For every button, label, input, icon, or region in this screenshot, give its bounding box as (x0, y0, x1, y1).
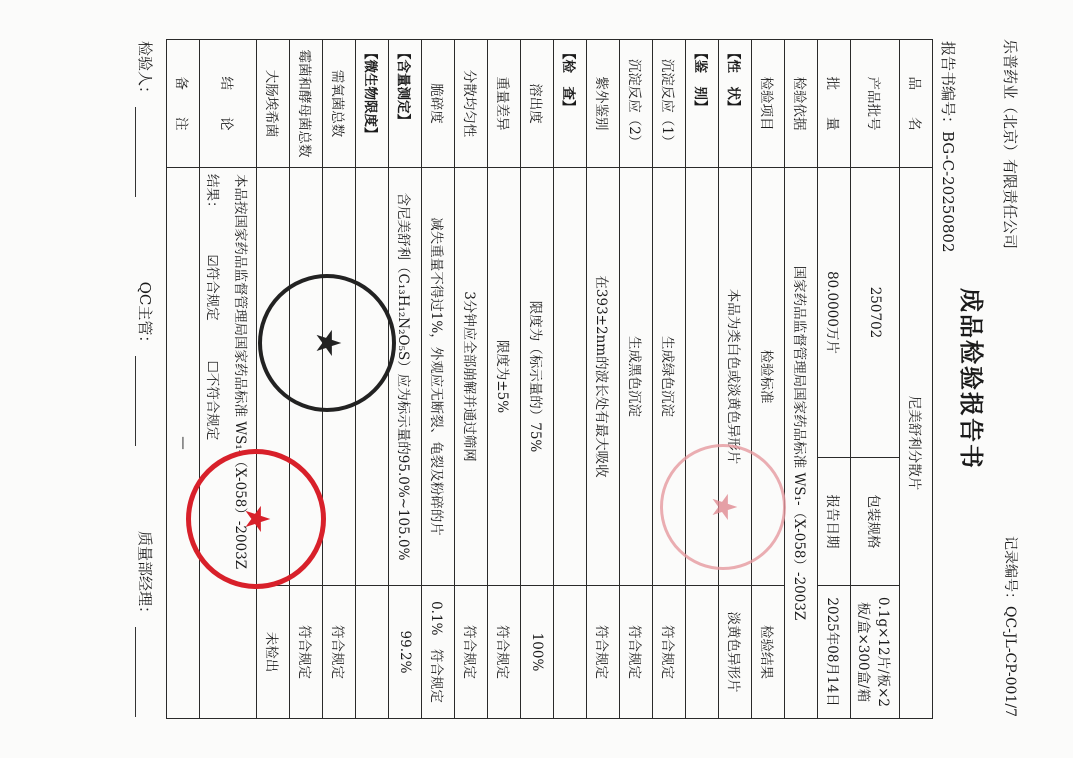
row-item: 【性 状】 (719, 40, 752, 168)
row-item: 【含量测定】 (389, 40, 422, 168)
table-row (686, 40, 719, 719)
row-standard: 限度为（标示量的）75% (521, 168, 554, 586)
table-row (521, 40, 554, 719)
row-result: 符合规定 (323, 586, 356, 719)
conclusion-row (200, 40, 257, 719)
row-standard: 减失重量不得过1%，外观应无断裂、龟裂及粉碎的片 (422, 168, 455, 586)
product-name-label: 品 名 (900, 40, 933, 168)
remark-label: 备 注 (167, 40, 200, 168)
row-item: 紫外鉴别 (587, 40, 620, 168)
col-item: 检验项目 (752, 40, 785, 168)
row-result: 符合规定 (488, 586, 521, 719)
conclusion-result-label: 结果： (204, 174, 220, 215)
star-icon: ★ (239, 505, 274, 533)
batch-label: 批 量 (818, 40, 851, 168)
table-row (620, 40, 653, 719)
row-result (686, 586, 719, 719)
row-result: 符合规定 (455, 586, 488, 719)
row-result: 未检出 (257, 586, 290, 719)
table-row (422, 40, 455, 719)
document-title: 成品检验报告书 (957, 288, 986, 470)
row-result (554, 586, 587, 719)
inspector-signature-line (135, 107, 156, 197)
remark-row (167, 40, 200, 719)
row-item: 【鉴 别】 (686, 40, 719, 168)
approval-label: 产品批号 (851, 40, 900, 168)
table-row (455, 40, 488, 719)
row-result: 100% (521, 586, 554, 719)
remark-value: — (167, 168, 200, 719)
row-item: 【微生物限度】 (356, 40, 389, 168)
row-result: 符合规定 (290, 586, 323, 719)
row-result: 符合规定 (587, 586, 620, 719)
basis-row (785, 40, 818, 719)
product-name-value: 尼美舒利分散片 (900, 168, 933, 719)
pack-label: 包装规格 (851, 458, 900, 586)
row-standard: 含尼美舒利（C₁₃H₁₂N₂O₅S）应为标示量的95.0%~105.0% (389, 168, 422, 586)
row-result: 符合规定 (653, 586, 686, 719)
table-row (719, 40, 752, 719)
approval-value: 250702 (851, 168, 900, 458)
table-row (389, 40, 422, 719)
company-name: 乐普药业（北京）有限责任公司 (1001, 39, 1019, 250)
qa-signature (135, 531, 156, 717)
col-standard: 检验标准 (752, 168, 785, 586)
signature-row (135, 41, 156, 717)
pack-value: 0.1g×12片/板×2板/盒×300盒/箱 (851, 586, 900, 719)
table-row (587, 40, 620, 719)
report-number: 报告书编号：BG-C-20250802 (939, 41, 957, 253)
date-value: 2025年08月14日 (818, 586, 851, 719)
qa-signature-line (135, 627, 156, 717)
conclusion-fail: ☐不符合规定 (204, 360, 220, 441)
table-row (653, 40, 686, 719)
batch-date-row (818, 40, 851, 719)
row-standard (554, 168, 587, 586)
row-item: 沉淀反应（1） (653, 40, 686, 168)
row-item: 【检 查】 (554, 40, 587, 168)
date-label: 报告日期 (818, 458, 851, 586)
row-standard: 限度为±5% (488, 168, 521, 586)
qc-signature-line (135, 356, 156, 446)
row-item: 需氧菌总数 (323, 40, 356, 168)
conclusion-text: 本品按国家药品监督管理局国家药品标准 WS₁-（X-058）-2003Z (232, 174, 248, 570)
row-result: 99.2% (389, 586, 422, 719)
inspector-signature (135, 41, 156, 197)
conclusion-cell (200, 168, 257, 719)
conclusion-label: 结 论 (200, 40, 257, 168)
column-header-row (752, 40, 785, 719)
table-row (488, 40, 521, 719)
row-result (356, 586, 389, 719)
table-row (554, 40, 587, 719)
qc-label: QC主管： (136, 281, 154, 351)
row-item: 分散均匀性 (455, 40, 488, 168)
row-standard: 生成绿色沉淀 (653, 168, 686, 586)
row-item: 沉淀反应（2） (620, 40, 653, 168)
inspector-label: 检验人： (136, 41, 154, 102)
company-seal-pink (660, 444, 786, 570)
qc-signature (135, 282, 156, 447)
conclusion-pass: ☑符合规定 (204, 254, 220, 321)
star-icon: ★ (310, 329, 345, 357)
row-item: 重量差异 (488, 40, 521, 168)
col-result: 检验结果 (752, 586, 785, 719)
row-result: 淡黄色异形片 (719, 586, 752, 719)
row-item: 大肠埃希菌 (257, 40, 290, 168)
approval-pack-row (851, 40, 900, 719)
row-item: 脆碎度 (422, 40, 455, 168)
row-standard: 生成黑色沉淀 (620, 168, 653, 586)
basis-label: 检验依据 (785, 40, 818, 168)
row-standard: 3分钟应全部崩解并通过筛网 (455, 168, 488, 586)
basis-value: 国家药品监督管理局国家药品标准 WS₁-（X-058）-2003Z (785, 168, 818, 719)
star-icon: ★ (706, 493, 741, 521)
row-standard: 本品为类白色或淡黄色异形片 (719, 168, 752, 586)
report-page (41, 29, 1031, 729)
qa-label: 质量部经理： (136, 530, 154, 621)
row-item: 霉菌和酵母菌总数 (290, 40, 323, 168)
quality-seal-red (186, 449, 326, 589)
row-item: 溶出度 (521, 40, 554, 168)
record-number: 记录编号：QC-JL-CP-001/7 (1002, 535, 1018, 717)
row-standard: 在393±2nm的波长处有最大吸收 (587, 168, 620, 586)
quality-seal-black (258, 274, 396, 412)
row-result: 符合规定 (620, 586, 653, 719)
product-name-row (900, 40, 933, 719)
batch-value: 80.0000万片 (818, 168, 851, 458)
row-result: 0.1% 符合规定 (422, 586, 455, 719)
